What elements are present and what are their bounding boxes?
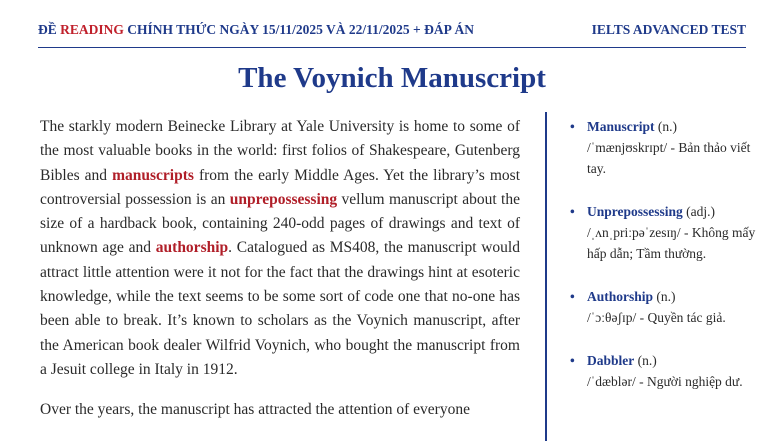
article-text: vellum manuscript about the size of a hardback book, containing 240-odd pages of drawings and text of unknown age and bbox=[40, 190, 520, 257]
header-divider bbox=[38, 47, 746, 48]
vocab-item bbox=[570, 350, 770, 392]
bullet-icon: • bbox=[570, 204, 575, 219]
bullet-icon: • bbox=[570, 289, 575, 304]
vocab-pos: (n.) bbox=[653, 289, 676, 304]
vocab-item bbox=[570, 286, 770, 328]
bullet-icon: • bbox=[570, 119, 575, 134]
article-body bbox=[40, 115, 520, 439]
vocab-term: Manuscript bbox=[587, 119, 655, 134]
page-title: The Voynich Manuscript bbox=[238, 62, 546, 94]
header-title-prefix: ĐỀ bbox=[38, 22, 61, 37]
keyword-unprepossessing: unprepossessing bbox=[229, 190, 338, 208]
keyword-authorship: authorship bbox=[155, 239, 229, 257]
vocab-term: Dabbler bbox=[587, 353, 635, 368]
vocab-definition: /ˈdæblər/ - Người nghiệp dư. bbox=[587, 374, 743, 389]
vocab-pos: (adj.) bbox=[682, 204, 716, 219]
vocab-pos: (n.) bbox=[654, 119, 677, 134]
vocab-definition: /ˌʌnˌpriːpəˈzesɪŋ/ - Không mấy hấp dẫn; Tầm thường. bbox=[587, 225, 756, 261]
bullet-icon: • bbox=[570, 353, 575, 368]
vocab-item bbox=[570, 201, 770, 264]
vocab-term: Unprepossessing bbox=[587, 204, 683, 219]
article-text: The starkly modern Beinecke Library at Yale University is home to some of the most valuable books in the world: first folios of Shakespeare, Gutenberg Bibles and bbox=[40, 118, 520, 184]
column-divider bbox=[545, 112, 547, 441]
article-text: . Catalogued as MS408, the manuscript would attract little attention were it not for the fact that the drawings hint at esoteric knowledge, while the text seems to be some sort of code one that no-one has been able to break. It’s known to scholars as the Voynich manuscript, after the American book dealer Wilfrid Voynich, who bought the manuscript from a Jesuit college in Italy in 1912. bbox=[40, 239, 520, 378]
article-text: from the early Middle Ages. Yet the library’s most controversial possession is an bbox=[40, 166, 520, 208]
vocab-pos: (n.) bbox=[634, 353, 657, 368]
article-paragraph-2: Over the years, the manuscript has attracted the attention of everyone bbox=[40, 401, 470, 419]
keyword-manuscripts: manuscripts bbox=[112, 166, 194, 184]
vocab-term: Authorship bbox=[587, 289, 654, 304]
page-header bbox=[38, 22, 746, 42]
vocab-definition: /ˈmænjʊskrɪpt/ - Bản thảo viết tay. bbox=[587, 140, 751, 176]
vocabulary-list bbox=[570, 116, 770, 414]
header-title bbox=[38, 22, 474, 38]
article-paragraph-1 bbox=[40, 115, 520, 382]
header-title-suffix: CHÍNH THỨC NGÀY 15/11/2025 VÀ 22/11/2025 + ĐÁP ÁN bbox=[123, 22, 474, 37]
header-title-highlight: READING bbox=[60, 22, 124, 37]
vocab-item bbox=[570, 116, 770, 179]
vocab-definition: /ˈɔːθəʃɪp/ - Quyền tác giả. bbox=[587, 310, 726, 325]
header-brand: IELTS ADVANCED TEST bbox=[591, 22, 746, 37]
